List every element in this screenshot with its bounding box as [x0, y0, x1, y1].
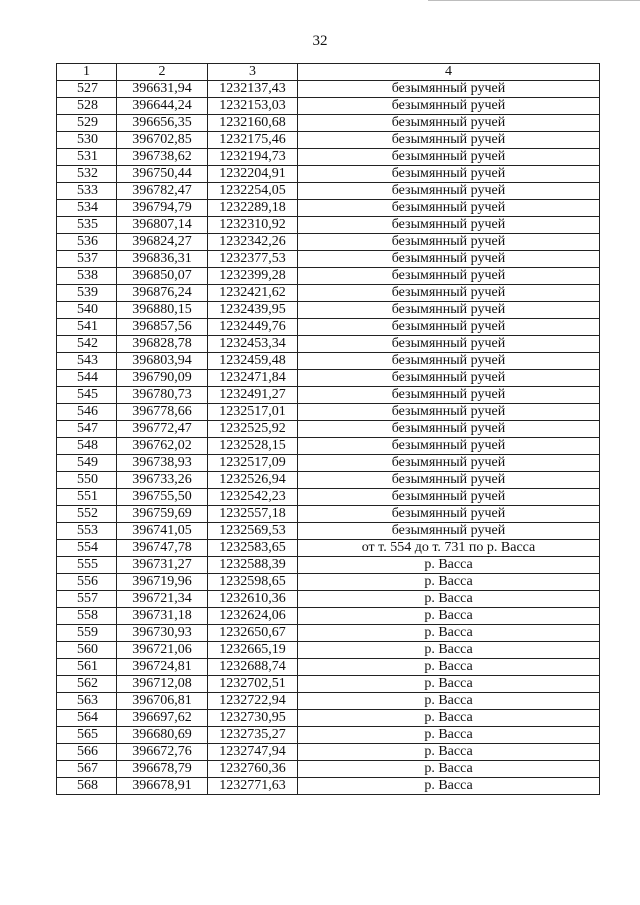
- point-number-cell: 556: [57, 574, 117, 591]
- y-coordinate-cell: 1232528,15: [208, 438, 298, 455]
- x-coordinate-cell: 396731,18: [117, 608, 208, 625]
- y-coordinate-cell: 1232624,06: [208, 608, 298, 625]
- description-cell: безымянный ручей: [298, 166, 600, 183]
- y-coordinate-cell: 1232771,63: [208, 778, 298, 795]
- point-number-cell: 546: [57, 404, 117, 421]
- description-cell: безымянный ручей: [298, 302, 600, 319]
- table-row: [57, 642, 600, 659]
- x-coordinate-cell: 396712,08: [117, 676, 208, 693]
- description-cell: р. Васса: [298, 642, 600, 659]
- x-coordinate-cell: 396750,44: [117, 166, 208, 183]
- x-coordinate-cell: 396672,76: [117, 744, 208, 761]
- point-number-cell: 548: [57, 438, 117, 455]
- x-coordinate-cell: 396706,81: [117, 693, 208, 710]
- description-cell: безымянный ручей: [298, 506, 600, 523]
- description-cell: безымянный ручей: [298, 336, 600, 353]
- y-coordinate-cell: 1232557,18: [208, 506, 298, 523]
- description-cell: р. Васса: [298, 608, 600, 625]
- point-number-cell: 566: [57, 744, 117, 761]
- table-row: [57, 421, 600, 438]
- point-number-cell: 539: [57, 285, 117, 302]
- description-cell: безымянный ручей: [298, 251, 600, 268]
- y-coordinate-cell: 1232491,27: [208, 387, 298, 404]
- y-coordinate-cell: 1232153,03: [208, 98, 298, 115]
- table-row: [57, 455, 600, 472]
- x-coordinate-cell: 396724,81: [117, 659, 208, 676]
- point-number-cell: 547: [57, 421, 117, 438]
- table-row: [57, 234, 600, 251]
- y-coordinate-cell: 1232665,19: [208, 642, 298, 659]
- x-coordinate-cell: 396678,91: [117, 778, 208, 795]
- table-row: [57, 302, 600, 319]
- x-coordinate-cell: 396730,93: [117, 625, 208, 642]
- table-row: [57, 727, 600, 744]
- y-coordinate-cell: 1232517,01: [208, 404, 298, 421]
- x-coordinate-cell: 396656,35: [117, 115, 208, 132]
- y-coordinate-cell: 1232342,26: [208, 234, 298, 251]
- x-coordinate-cell: 396762,02: [117, 438, 208, 455]
- x-coordinate-cell: 396678,79: [117, 761, 208, 778]
- point-number-cell: 562: [57, 676, 117, 693]
- point-number-cell: 528: [57, 98, 117, 115]
- table-row: [57, 523, 600, 540]
- y-coordinate-cell: 1232449,76: [208, 319, 298, 336]
- y-coordinate-cell: 1232583,65: [208, 540, 298, 557]
- y-coordinate-cell: 1232747,94: [208, 744, 298, 761]
- point-number-cell: 555: [57, 557, 117, 574]
- x-coordinate-cell: 396680,69: [117, 727, 208, 744]
- y-coordinate-cell: 1232421,62: [208, 285, 298, 302]
- table-row: [57, 217, 600, 234]
- table-row: [57, 540, 600, 557]
- point-number-cell: 564: [57, 710, 117, 727]
- point-number-cell: 537: [57, 251, 117, 268]
- y-coordinate-cell: 1232399,28: [208, 268, 298, 285]
- point-number-cell: 557: [57, 591, 117, 608]
- x-coordinate-cell: 396747,78: [117, 540, 208, 557]
- x-coordinate-cell: 396876,24: [117, 285, 208, 302]
- point-number-cell: 563: [57, 693, 117, 710]
- description-cell: р. Васса: [298, 676, 600, 693]
- point-number-cell: 534: [57, 200, 117, 217]
- table-row: [57, 693, 600, 710]
- table-row: [57, 438, 600, 455]
- description-cell: безымянный ручей: [298, 268, 600, 285]
- y-coordinate-cell: 1232439,95: [208, 302, 298, 319]
- y-coordinate-cell: 1232598,65: [208, 574, 298, 591]
- x-coordinate-cell: 396857,56: [117, 319, 208, 336]
- table-row: [57, 115, 600, 132]
- description-cell: р. Васса: [298, 778, 600, 795]
- table-row: [57, 659, 600, 676]
- x-coordinate-cell: 396721,06: [117, 642, 208, 659]
- y-coordinate-cell: 1232702,51: [208, 676, 298, 693]
- x-coordinate-cell: 396794,79: [117, 200, 208, 217]
- y-coordinate-cell: 1232650,67: [208, 625, 298, 642]
- description-cell: безымянный ручей: [298, 217, 600, 234]
- x-coordinate-cell: 396738,62: [117, 149, 208, 166]
- x-coordinate-cell: 396697,62: [117, 710, 208, 727]
- description-cell: безымянный ручей: [298, 455, 600, 472]
- header-point-number: 1: [57, 64, 117, 81]
- table-row: [57, 761, 600, 778]
- point-number-cell: 561: [57, 659, 117, 676]
- table-row: [57, 132, 600, 149]
- point-number-cell: 550: [57, 472, 117, 489]
- header-x-coordinate: 2: [117, 64, 208, 81]
- table-row: [57, 506, 600, 523]
- point-number-cell: 565: [57, 727, 117, 744]
- x-coordinate-cell: 396759,69: [117, 506, 208, 523]
- point-number-cell: 545: [57, 387, 117, 404]
- description-cell: р. Васса: [298, 710, 600, 727]
- point-number-cell: 549: [57, 455, 117, 472]
- x-coordinate-cell: 396836,31: [117, 251, 208, 268]
- x-coordinate-cell: 396731,27: [117, 557, 208, 574]
- x-coordinate-cell: 396733,26: [117, 472, 208, 489]
- description-cell: безымянный ручей: [298, 489, 600, 506]
- x-coordinate-cell: 396782,47: [117, 183, 208, 200]
- point-number-cell: 544: [57, 370, 117, 387]
- table-row: [57, 285, 600, 302]
- table-row: [57, 387, 600, 404]
- x-coordinate-cell: 396824,27: [117, 234, 208, 251]
- description-cell: безымянный ручей: [298, 98, 600, 115]
- point-number-cell: 536: [57, 234, 117, 251]
- table-row: [57, 489, 600, 506]
- description-cell: безымянный ручей: [298, 115, 600, 132]
- table-header-row: [57, 64, 600, 81]
- x-coordinate-cell: 396803,94: [117, 353, 208, 370]
- y-coordinate-cell: 1232453,34: [208, 336, 298, 353]
- point-number-cell: 527: [57, 81, 117, 98]
- table-row: [57, 404, 600, 421]
- table-row: [57, 319, 600, 336]
- point-number-cell: 535: [57, 217, 117, 234]
- point-number-cell: 543: [57, 353, 117, 370]
- table-body: [57, 81, 600, 795]
- table-row: [57, 472, 600, 489]
- point-number-cell: 538: [57, 268, 117, 285]
- table-row: [57, 166, 600, 183]
- table-row: [57, 336, 600, 353]
- point-number-cell: 542: [57, 336, 117, 353]
- table-row: [57, 183, 600, 200]
- description-cell: р. Васса: [298, 744, 600, 761]
- y-coordinate-cell: 1232160,68: [208, 115, 298, 132]
- table-row: [57, 574, 600, 591]
- y-coordinate-cell: 1232377,53: [208, 251, 298, 268]
- x-coordinate-cell: 396778,66: [117, 404, 208, 421]
- y-coordinate-cell: 1232760,36: [208, 761, 298, 778]
- point-number-cell: 552: [57, 506, 117, 523]
- description-cell: безымянный ручей: [298, 81, 600, 98]
- x-coordinate-cell: 396828,78: [117, 336, 208, 353]
- description-cell: безымянный ручей: [298, 523, 600, 540]
- description-cell: р. Васса: [298, 574, 600, 591]
- table-row: [57, 98, 600, 115]
- description-cell: безымянный ручей: [298, 285, 600, 302]
- x-coordinate-cell: 396719,96: [117, 574, 208, 591]
- description-cell: р. Васса: [298, 761, 600, 778]
- point-number-cell: 540: [57, 302, 117, 319]
- description-cell: р. Васса: [298, 557, 600, 574]
- description-cell: безымянный ручей: [298, 149, 600, 166]
- description-cell: безымянный ручей: [298, 234, 600, 251]
- point-number-cell: 568: [57, 778, 117, 795]
- table-row: [57, 149, 600, 166]
- description-cell: безымянный ручей: [298, 472, 600, 489]
- description-cell: от т. 554 до т. 731 по р. Васса: [298, 540, 600, 557]
- table-row: [57, 370, 600, 387]
- description-cell: безымянный ручей: [298, 438, 600, 455]
- y-coordinate-cell: 1232194,73: [208, 149, 298, 166]
- description-cell: безымянный ручей: [298, 353, 600, 370]
- point-number-cell: 530: [57, 132, 117, 149]
- y-coordinate-cell: 1232610,36: [208, 591, 298, 608]
- x-coordinate-cell: 396790,09: [117, 370, 208, 387]
- y-coordinate-cell: 1232542,23: [208, 489, 298, 506]
- table-row: [57, 591, 600, 608]
- x-coordinate-cell: 396807,14: [117, 217, 208, 234]
- x-coordinate-cell: 396772,47: [117, 421, 208, 438]
- header-description: 4: [298, 64, 600, 81]
- x-coordinate-cell: 396738,93: [117, 455, 208, 472]
- description-cell: р. Васса: [298, 591, 600, 608]
- table-row: [57, 676, 600, 693]
- y-coordinate-cell: 1232459,48: [208, 353, 298, 370]
- x-coordinate-cell: 396644,24: [117, 98, 208, 115]
- x-coordinate-cell: 396631,94: [117, 81, 208, 98]
- point-number-cell: 532: [57, 166, 117, 183]
- table-row: [57, 268, 600, 285]
- header-y-coordinate: 3: [208, 64, 298, 81]
- x-coordinate-cell: 396880,15: [117, 302, 208, 319]
- description-cell: безымянный ручей: [298, 132, 600, 149]
- y-coordinate-cell: 1232254,05: [208, 183, 298, 200]
- x-coordinate-cell: 396702,85: [117, 132, 208, 149]
- table-row: [57, 625, 600, 642]
- table-row: [57, 744, 600, 761]
- x-coordinate-cell: 396741,05: [117, 523, 208, 540]
- x-coordinate-cell: 396721,34: [117, 591, 208, 608]
- point-number-cell: 531: [57, 149, 117, 166]
- description-cell: безымянный ручей: [298, 421, 600, 438]
- y-coordinate-cell: 1232730,95: [208, 710, 298, 727]
- y-coordinate-cell: 1232688,74: [208, 659, 298, 676]
- description-cell: безымянный ручей: [298, 370, 600, 387]
- x-coordinate-cell: 396755,50: [117, 489, 208, 506]
- table-row: [57, 557, 600, 574]
- y-coordinate-cell: 1232204,91: [208, 166, 298, 183]
- page-number: 32: [312, 33, 328, 49]
- point-number-cell: 553: [57, 523, 117, 540]
- y-coordinate-cell: 1232526,94: [208, 472, 298, 489]
- y-coordinate-cell: 1232569,53: [208, 523, 298, 540]
- y-coordinate-cell: 1232735,27: [208, 727, 298, 744]
- y-coordinate-cell: 1232588,39: [208, 557, 298, 574]
- x-coordinate-cell: 396850,07: [117, 268, 208, 285]
- y-coordinate-cell: 1232175,46: [208, 132, 298, 149]
- table-row: [57, 608, 600, 625]
- description-cell: р. Васса: [298, 625, 600, 642]
- description-cell: р. Васса: [298, 693, 600, 710]
- description-cell: р. Васса: [298, 659, 600, 676]
- coordinates-table: [56, 63, 600, 795]
- point-number-cell: 560: [57, 642, 117, 659]
- table-row: [57, 81, 600, 98]
- y-coordinate-cell: 1232310,92: [208, 217, 298, 234]
- point-number-cell: 567: [57, 761, 117, 778]
- description-cell: безымянный ручей: [298, 200, 600, 217]
- point-number-cell: 529: [57, 115, 117, 132]
- x-coordinate-cell: 396780,73: [117, 387, 208, 404]
- table-row: [57, 200, 600, 217]
- point-number-cell: 558: [57, 608, 117, 625]
- y-coordinate-cell: 1232471,84: [208, 370, 298, 387]
- point-number-cell: 541: [57, 319, 117, 336]
- description-cell: безымянный ручей: [298, 404, 600, 421]
- point-number-cell: 551: [57, 489, 117, 506]
- y-coordinate-cell: 1232525,92: [208, 421, 298, 438]
- point-number-cell: 554: [57, 540, 117, 557]
- description-cell: безымянный ручей: [298, 319, 600, 336]
- scan-edge-line: [428, 0, 640, 1]
- table-row: [57, 251, 600, 268]
- y-coordinate-cell: 1232289,18: [208, 200, 298, 217]
- description-cell: безымянный ручей: [298, 387, 600, 404]
- point-number-cell: 533: [57, 183, 117, 200]
- y-coordinate-cell: 1232722,94: [208, 693, 298, 710]
- description-cell: безымянный ручей: [298, 183, 600, 200]
- description-cell: р. Васса: [298, 727, 600, 744]
- point-number-cell: 559: [57, 625, 117, 642]
- y-coordinate-cell: 1232137,43: [208, 81, 298, 98]
- table-row: [57, 778, 600, 795]
- y-coordinate-cell: 1232517,09: [208, 455, 298, 472]
- table-row: [57, 353, 600, 370]
- table-row: [57, 710, 600, 727]
